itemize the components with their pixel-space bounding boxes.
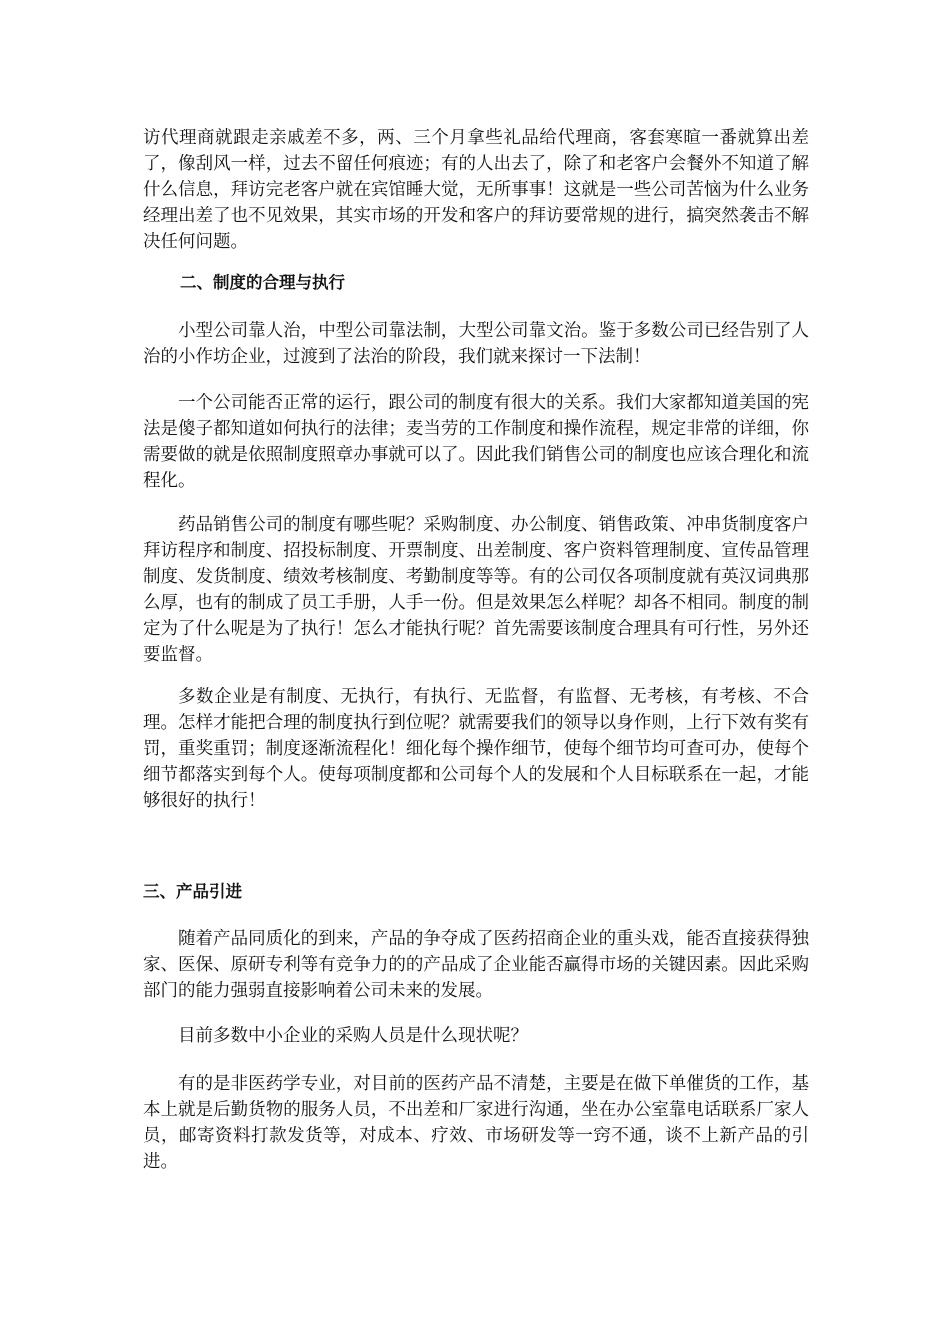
section-3-paragraph-1: 随着产品同质化的到来，产品的争夺成了医药招商企业的重头戏，能否直接获得独家、医保、原研专利等有竞争力的的产品成了企业能否赢得市场的关键因素。因此采购部门的能力强弱直接影响着公司未来的发展。 xyxy=(143,929,809,1001)
section-3-paragraph-3: 有的是非医药学专业，对目前的医药产品不清楚，主要是在做下单催货的工作，基本上就是后勤货物的服务人员，不出差和厂家进行沟通，坐在办公室靠电话联系厂家人员，邮寄资料打款发货等，对成本、疗效、市场研发等一窍不通，谈不上新产品的引进。 xyxy=(143,1074,809,1172)
section-2-paragraph-2: 一个公司能否正常的运行，跟公司的制度有很大的关系。我们大家都知道美国的宪法是傻子都知道如何执行的法律；麦当劳的工作制度和操作流程，规定非常的详细，你需要做的就是依照制度照章办事就可以了。因此我们销售公司的制度也应该合理化和流程化。 xyxy=(143,393,809,491)
section-2-paragraph-3: 药品销售公司的制度有哪些呢？采购制度、办公制度、销售政策、冲串货制度客户拜访程序和制度、招投标制度、开票制度、出差制度、客户资料管理制度、宣传品管理制度、发货制度、绩效考核制度、考勤制度等等。有的公司仅各项制度就有英汉词典那么厚，也有的制成了员工手册，人手一份。但是效果怎么样呢？却各不相同。制度的制定为了什么呢是为了执行！怎么才能执行呢？首先需要该制度合理具有可行性，另外还要监督。 xyxy=(143,515,809,665)
section-3-heading: 三、产品引进 xyxy=(143,882,242,901)
section-2-heading: 二、制度的合理与执行 xyxy=(180,273,345,292)
section-2-paragraph-4: 多数企业是有制度、无执行，有执行、无监督，有监督、无考核，有考核、不合理。怎样才能把合理的制度执行到位呢？就需要我们的领导以身作则，上行下效有奖有罚，重奖重罚；制度逐渐流程化！细化每个操作细节，使每个细节均可查可办，使每个细节都落实到每个人。使每项制度都和公司每个人的发展和个人目标联系在一起，才能够很好的执行！ xyxy=(143,687,809,811)
section-3-paragraph-2: 目前多数中小企业的采购人员是什么现状呢？ xyxy=(178,1026,528,1046)
section-2-paragraph-1: 小型公司靠人治，中型公司靠法制，大型公司靠文治。鉴于多数公司已经告别了人治的小作坊企业，过渡到了法治的阶段，我们就来探讨一下法制！ xyxy=(143,321,809,367)
intro-paragraph: 访代理商就跟走亲戚差不多，两、三个月拿些礼品给代理商，客套寒暄一番就算出差了，像刮风一样，过去不留任何痕迹；有的人出去了，除了和老客户会餐外不知道了解什么信息，拜访完老客户就在宾馆睡大觉，无所事事！这就是一些公司苦恼为什么业务经理出差了也不见效果，其实市场的开发和客户的拜访要常规的进行，搞突然袭击不解决任何问题。 xyxy=(143,128,809,252)
